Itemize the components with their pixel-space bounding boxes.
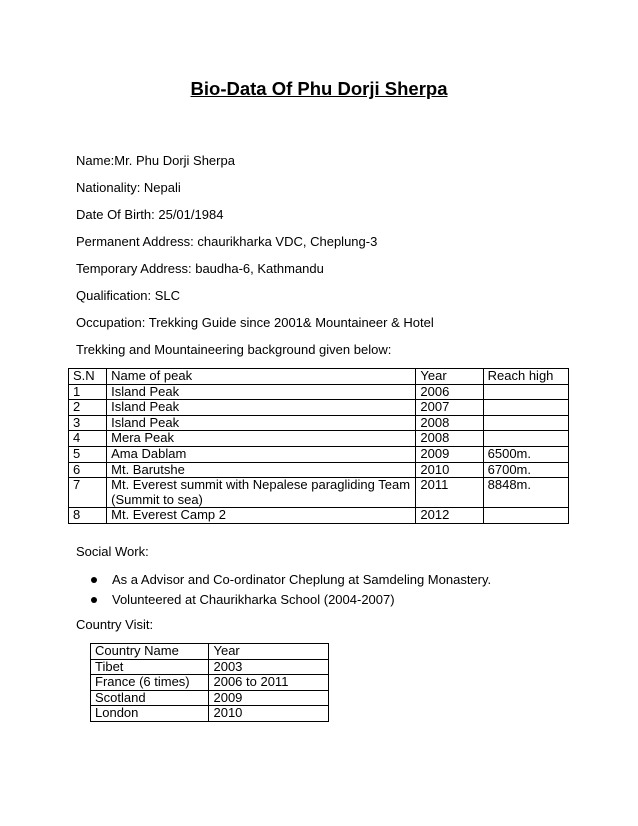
table-header-cell: S.N [69, 369, 107, 385]
country-visit-table [90, 643, 329, 722]
table-row [69, 478, 569, 508]
table-cell: 2006 to 2011 [209, 675, 329, 691]
name-field: Name:Mr. Phu Dorji Sherpa [76, 153, 235, 168]
table-header-cell: Name of peak [107, 369, 416, 385]
table-cell: 6500m. [483, 446, 568, 462]
table-row [91, 659, 329, 675]
page-title: Bio-Data Of Phu Dorji Sherpa [190, 78, 448, 99]
social-work-heading: Social Work: [76, 544, 149, 559]
table-cell: Mt. Everest Camp 2 [107, 508, 416, 524]
table-cell: 6700m. [483, 462, 568, 478]
table-cell: 2010 [416, 462, 483, 478]
table-cell [483, 400, 568, 416]
table-cell: France (6 times) [91, 675, 209, 691]
table-cell: Mt. Barutshe [107, 462, 416, 478]
occupation-field: Occupation: Trekking Guide since 2001& Mountaineer & Hotel [76, 315, 434, 330]
table-cell: 7 [69, 478, 107, 508]
list-item [76, 590, 491, 610]
table-cell: 5 [69, 446, 107, 462]
table-cell: Mt. Everest summit with Nepalese paragliding Team (Summit to sea) [107, 478, 416, 508]
table-cell: 2011 [416, 478, 483, 508]
table-cell: 2010 [209, 706, 329, 722]
table-cell [483, 415, 568, 431]
table-cell: 2008 [416, 431, 483, 447]
table-row [91, 675, 329, 691]
table-row [91, 690, 329, 706]
table-cell [483, 508, 568, 524]
table-cell: 2012 [416, 508, 483, 524]
table-cell [483, 431, 568, 447]
table-cell [483, 384, 568, 400]
peaks-table [68, 368, 569, 524]
table-cell: 2003 [209, 659, 329, 675]
table-cell: Island Peak [107, 415, 416, 431]
table-header-row [91, 644, 329, 660]
nationality-field: Nationality: Nepali [76, 180, 181, 195]
table-row [69, 462, 569, 478]
social-work-list [76, 570, 491, 610]
bullet-icon [91, 597, 97, 603]
table-cell: 2008 [416, 415, 483, 431]
temporary-address-field: Temporary Address: baudha-6, Kathmandu [76, 261, 324, 276]
table-header-cell: Reach high [483, 369, 568, 385]
table-cell: Tibet [91, 659, 209, 675]
table-cell: London [91, 706, 209, 722]
table-row [69, 446, 569, 462]
table-row [69, 415, 569, 431]
table-header-row [69, 369, 569, 385]
table-row [69, 400, 569, 416]
table-cell: 2009 [416, 446, 483, 462]
table-cell: 2006 [416, 384, 483, 400]
table-cell: 6 [69, 462, 107, 478]
permanent-address-field: Permanent Address: chaurikharka VDC, Cheplung-3 [76, 234, 378, 249]
table-cell: 2 [69, 400, 107, 416]
bullet-icon [91, 577, 97, 583]
table-cell: Mera Peak [107, 431, 416, 447]
table-cell: Island Peak [107, 400, 416, 416]
country-visit-heading: Country Visit: [76, 617, 154, 632]
table-row [69, 431, 569, 447]
qualification-field: Qualification: SLC [76, 288, 181, 303]
table-cell: Island Peak [107, 384, 416, 400]
table-cell: Ama Dablam [107, 446, 416, 462]
table-cell: 3 [69, 415, 107, 431]
table-cell: 2009 [209, 690, 329, 706]
table-row [91, 706, 329, 722]
background-intro: Trekking and Mountaineering background given below: [76, 342, 392, 357]
table-header-cell: Year [416, 369, 483, 385]
dob-field: Date Of Birth: 25/01/1984 [76, 207, 224, 222]
table-row [69, 384, 569, 400]
list-item [76, 570, 491, 590]
list-item-label: Volunteered at Chaurikharka School (2004-2007) [112, 592, 395, 607]
table-cell: 4 [69, 431, 107, 447]
table-cell: 8848m. [483, 478, 568, 508]
table-header-cell: Year [209, 644, 329, 660]
table-cell: 1 [69, 384, 107, 400]
table-cell: 2007 [416, 400, 483, 416]
table-cell: 8 [69, 508, 107, 524]
table-header-cell: Country Name [91, 644, 209, 660]
table-cell: Scotland [91, 690, 209, 706]
table-row [69, 508, 569, 524]
list-item-label: As a Advisor and Co-ordinator Cheplung at Samdeling Monastery. [112, 572, 492, 587]
